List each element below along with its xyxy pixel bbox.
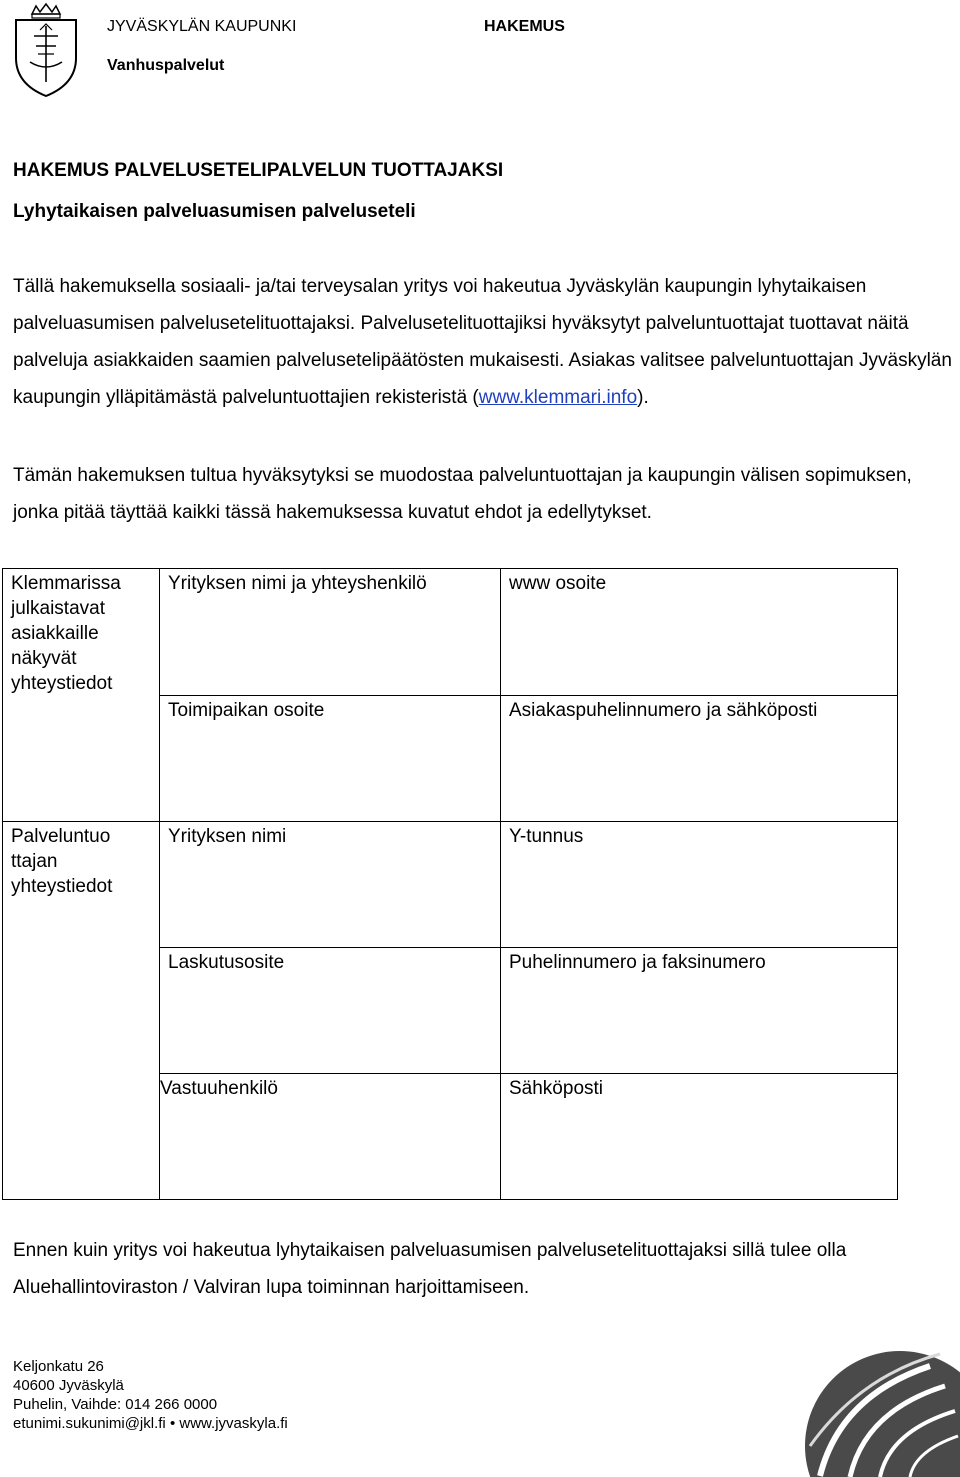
agreement-paragraph: Tämän hakemuksen tultua hyväksytyksi se muodostaa palveluntuottajan ja kaupungin välisen sopimuksen, jonka pitää täyttää kaikki tässä hakemuksessa kuvatut ehdot ja edellytykset. xyxy=(13,465,912,523)
field-customer-phone-email[interactable]: Asiakaspuhelinnumero ja sähköposti xyxy=(501,696,898,822)
field-billing-address[interactable]: Laskutusosite xyxy=(160,948,501,1074)
footer-email[interactable]: etunimi.sukunimi@jkl.fi xyxy=(13,1415,166,1432)
intro-text: Tällä hakemuksella sosiaali- ja/tai terveysalan yritys voi hakeutua Jyväskylän kaupungin lyhytaikaisen palveluasumisen palvelusetelituottajaksi. Palvelusetelituottajiksi hyväksytyt palveluntuottajat tuottavat näitä palveluja asiakkaiden saamien palvelusetelipäätösten mukaisesti. Asiakas valitsee palveluntuottajan Jyväskylän kaupungin ylläpitämästä palveluntuottajien rekisteristä ( xyxy=(13,276,952,408)
organization-name: JYVÄSKYLÄN KAUPUNKI xyxy=(107,18,297,35)
field-business-id[interactable]: Y-tunnus xyxy=(501,822,898,948)
page-subtitle: Lyhytaikaisen palveluasumisen palveluseteli xyxy=(13,201,416,222)
contact-form-table xyxy=(2,568,898,1200)
field-website[interactable]: www osoite xyxy=(501,569,898,696)
page-title: HAKEMUS PALVELUSETELIPALVELUN TUOTTAJAKSI xyxy=(13,160,504,181)
footer-city: 40600 Jyväskylä xyxy=(13,1377,124,1394)
section-label-provider-contacts: Palveluntuo ttajan yhteystiedot xyxy=(3,822,160,1200)
footer-website[interactable]: www.jyvaskyla.fi xyxy=(179,1415,288,1432)
department-name: Vanhuspalvelut xyxy=(107,57,225,74)
footer-street: Keljonkatu 26 xyxy=(13,1358,104,1375)
field-email[interactable]: Sähköposti xyxy=(501,1074,898,1200)
footer-contact-info xyxy=(13,1357,288,1433)
document-type: HAKEMUS xyxy=(484,18,565,35)
footer-separator: • xyxy=(169,1415,176,1432)
field-phone-fax[interactable]: Puhelinnumero ja faksinumero xyxy=(501,948,898,1074)
license-requirement-paragraph: Ennen kuin yritys voi hakeutua lyhytaikaisen palveluasumisen palvelusetelituottajaksi sillä tulee olla Aluehallintoviraston / Valviran lupa toiminnan harjoittamiseen. xyxy=(13,1240,847,1298)
swirl-logo xyxy=(780,1336,960,1477)
klemmari-link[interactable]: www.klemmari.info xyxy=(478,387,638,408)
intro-paragraph xyxy=(13,268,953,416)
section-label-public-contacts: Klemmarissa julkaistavat asiakkaille näkyvät yhteystiedot xyxy=(3,569,160,822)
footer-phone: Puhelin, Vaihde: 014 266 0000 xyxy=(13,1396,218,1413)
field-responsible-person[interactable]: Vastuuhenkilö xyxy=(160,1074,501,1200)
footer-web-line xyxy=(13,1414,288,1433)
coat-of-arms-logo xyxy=(10,2,82,98)
field-company-name[interactable]: Yrityksen nimi xyxy=(160,822,501,948)
intro-text-end: ). xyxy=(637,387,649,408)
field-company-name-contact[interactable]: Yrityksen nimi ja yhteyshenkilö xyxy=(160,569,501,696)
field-office-address[interactable]: Toimipaikan osoite xyxy=(160,696,501,822)
